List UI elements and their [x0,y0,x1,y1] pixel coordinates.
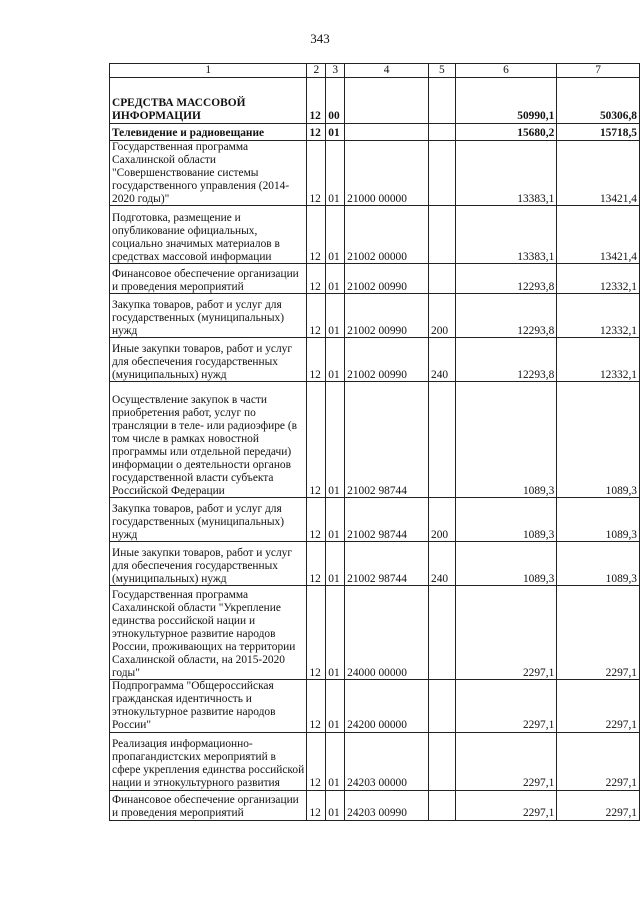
target-article-cell: 21002 98744 [345,498,429,542]
row-name-cell: СРЕДСТВА МАССОВОЙ ИНФОРМАЦИИ [110,77,307,123]
expense-type-cell [429,791,456,821]
table-row [110,264,640,294]
column-header: 4 [345,64,429,78]
amount-year1-cell: 1089,3 [455,542,557,586]
row-name-cell: Государственная программа Сахалинской области "Совершенствование системы государственного управления (2014-2020 годы)" [110,140,307,206]
table-row [110,206,640,264]
amount-year1-cell: 12293,8 [455,264,557,294]
subsection-code-cell: 01 [326,382,345,498]
subsection-code-cell: 01 [326,680,345,733]
row-name-cell: Подпрограмма "Общероссийская гражданская идентичность и этнокультурное развитие народов России" [110,680,307,733]
section-code-cell: 12 [307,791,326,821]
section-code-cell: 12 [307,586,326,680]
section-code-cell: 12 [307,264,326,294]
section-code-cell: 12 [307,542,326,586]
expense-type-cell: 240 [429,338,456,382]
section-code-cell: 12 [307,77,326,123]
row-name-cell: Реализация информационно-пропагандистских мероприятий в сфере укрепления единства российской нации и этнокультурного развития [110,733,307,791]
target-article-cell: 24203 00990 [345,791,429,821]
target-article-cell: 21000 00000 [345,140,429,206]
amount-year2-cell: 1089,3 [557,542,640,586]
subsection-code-cell: 01 [326,140,345,206]
amount-year2-cell: 13421,4 [557,140,640,206]
target-article-cell: 24200 00000 [345,680,429,733]
subsection-code-cell: 01 [326,338,345,382]
expense-type-cell [429,264,456,294]
row-name-cell: Осуществление закупок в части приобретения работ, услуг по трансляции в теле- или радиоэфире (в том числе в рамках новостной программы или отдельной передачи) информации о деятельности органов государственной власти субъекта Российской Федерации [110,382,307,498]
target-article-cell: 21002 00990 [345,264,429,294]
column-header: 5 [429,64,456,78]
expense-type-cell: 200 [429,294,456,338]
table-row [110,77,640,123]
amount-year1-cell: 2297,1 [455,733,557,791]
table-row [110,733,640,791]
budget-table [109,63,640,821]
table-row [110,140,640,206]
amount-year2-cell: 2297,1 [557,586,640,680]
table-row [110,294,640,338]
section-code-cell: 12 [307,680,326,733]
table-header-row [110,64,640,78]
row-name-cell: Иные закупки товаров, работ и услуг для обеспечения государственных (муниципальных) нужд [110,338,307,382]
column-header: 7 [557,64,640,78]
table-row [110,498,640,542]
amount-year2-cell: 50306,8 [557,77,640,123]
table-row [110,586,640,680]
subsection-code-cell: 01 [326,206,345,264]
amount-year2-cell: 15718,5 [557,123,640,140]
section-code-cell: 12 [307,733,326,791]
expense-type-cell [429,77,456,123]
row-name-cell: Финансовое обеспечение организации и проведения мероприятий [110,264,307,294]
section-code-cell: 12 [307,294,326,338]
target-article-cell: 21002 98744 [345,382,429,498]
subsection-code-cell: 01 [326,498,345,542]
amount-year2-cell: 12332,1 [557,338,640,382]
amount-year2-cell: 2297,1 [557,733,640,791]
expense-type-cell [429,733,456,791]
row-name-cell: Финансовое обеспечение организации и проведения мероприятий [110,791,307,821]
section-code-cell: 12 [307,206,326,264]
row-name-cell: Закупка товаров, работ и услуг для государственных (муниципальных) нужд [110,498,307,542]
table-row [110,123,640,140]
subsection-code-cell: 01 [326,733,345,791]
row-name-cell: Государственная программа Сахалинской области "Укрепление единства российской нации и этнокультурное развитие народов России, проживающих на территории Сахалинской области, на 2015-2020 годы" [110,586,307,680]
target-article-cell [345,77,429,123]
target-article-cell: 21002 00990 [345,294,429,338]
column-header: 2 [307,64,326,78]
subsection-code-cell: 01 [326,542,345,586]
table-row [110,542,640,586]
row-name-cell: Закупка товаров, работ и услуг для государственных (муниципальных) нужд [110,294,307,338]
amount-year2-cell: 1089,3 [557,382,640,498]
subsection-code-cell: 01 [326,294,345,338]
table-row [110,791,640,821]
subsection-code-cell: 01 [326,586,345,680]
amount-year2-cell: 12332,1 [557,294,640,338]
amount-year2-cell: 12332,1 [557,264,640,294]
page-number: 343 [310,31,330,46]
amount-year2-cell: 2297,1 [557,680,640,733]
section-code-cell: 12 [307,123,326,140]
amount-year1-cell: 12293,8 [455,338,557,382]
amount-year1-cell: 50990,1 [455,77,557,123]
amount-year1-cell: 15680,2 [455,123,557,140]
amount-year1-cell: 2297,1 [455,791,557,821]
row-name-cell: Телевидение и радиовещание [110,123,307,140]
target-article-cell: 21002 00990 [345,338,429,382]
target-article-cell: 21002 98744 [345,542,429,586]
table-row [110,338,640,382]
expense-type-cell: 240 [429,542,456,586]
section-code-cell: 12 [307,338,326,382]
table-row [110,680,640,733]
column-header: 3 [326,64,345,78]
table-row [110,382,640,498]
section-code-cell: 12 [307,140,326,206]
section-code-cell: 12 [307,382,326,498]
expense-type-cell [429,586,456,680]
amount-year1-cell: 13383,1 [455,206,557,264]
amount-year1-cell: 1089,3 [455,382,557,498]
expense-type-cell [429,140,456,206]
expense-type-cell [429,382,456,498]
target-article-cell: 24203 00000 [345,733,429,791]
amount-year2-cell: 13421,4 [557,206,640,264]
target-article-cell: 21002 00000 [345,206,429,264]
amount-year2-cell: 1089,3 [557,498,640,542]
expense-type-cell [429,123,456,140]
table-body [110,64,640,821]
expense-type-cell: 200 [429,498,456,542]
target-article-cell: 24000 00000 [345,586,429,680]
subsection-code-cell: 01 [326,264,345,294]
column-header: 1 [110,64,307,78]
amount-year1-cell: 2297,1 [455,586,557,680]
expense-type-cell [429,206,456,264]
row-name-cell: Иные закупки товаров, работ и услуг для обеспечения государственных (муниципальных) нужд [110,542,307,586]
subsection-code-cell: 01 [326,123,345,140]
section-code-cell: 12 [307,498,326,542]
row-name-cell: Подготовка, размещение и опубликование официальных, социально значимых материалов в средствах массовой информации [110,206,307,264]
amount-year1-cell: 2297,1 [455,680,557,733]
amount-year1-cell: 12293,8 [455,294,557,338]
subsection-code-cell: 00 [326,77,345,123]
expense-type-cell [429,680,456,733]
column-header: 6 [455,64,557,78]
target-article-cell [345,123,429,140]
amount-year2-cell: 2297,1 [557,791,640,821]
subsection-code-cell: 01 [326,791,345,821]
amount-year1-cell: 13383,1 [455,140,557,206]
amount-year1-cell: 1089,3 [455,498,557,542]
